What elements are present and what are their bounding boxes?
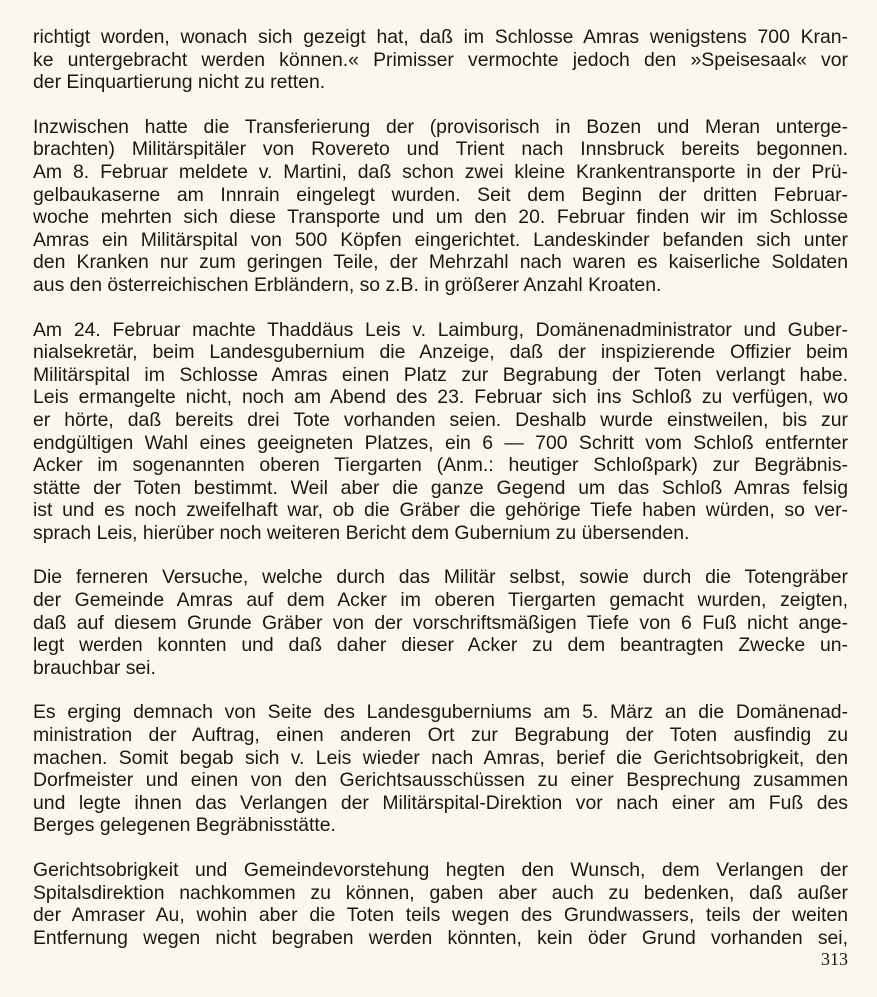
text-line: machen. Somit begab sich v. Leis wieder nach Amras, berief die Gerichtsobrigkeit, den bbox=[33, 746, 848, 769]
text-line: Acker im sogenannten oberen Tiergarten (Anm.: heutiger Schloßpark) zur Begräbnis- bbox=[33, 454, 848, 477]
text-line: aus den österreichischen Erbländern, so z.B. in größerer Anzahl Kroaten. bbox=[33, 273, 662, 296]
text-line: endgültigen Wahl eines geeigneten Platzes, ein 6 — 700 Schritt vom Schloß entfernter bbox=[33, 431, 848, 454]
text-line: richtigt worden, wonach sich gezeigt hat, daß im Schlosse Amras wenigstens 700 Kran- bbox=[33, 26, 848, 48]
text-line: Es erging demnach von Seite des Landesguberniums am 5. März an die Domänenad- bbox=[33, 701, 848, 724]
text-line: er hörte, daß bereits drei Tote vorhanden seien. Deshalb wurde einstweilen, bis zur bbox=[33, 408, 848, 431]
text-line: der Amraser Au, wohin aber die Toten teils wegen des Grundwassers, teils der weiten bbox=[33, 904, 848, 927]
paragraph-4 bbox=[33, 566, 848, 679]
page-number: 313 bbox=[821, 949, 848, 969]
text-line: brachten) Militärspitäler von Rovereto und Trient nach Innsbruck bereits begonnen. bbox=[33, 138, 848, 161]
paragraph-2 bbox=[33, 116, 848, 297]
text-line: Entfernung wegen nicht begraben werden könnten, kein öder Grund vorhanden sei, bbox=[33, 926, 848, 949]
paragraph-5 bbox=[33, 701, 848, 837]
text-line: gelbaukaserne am Innrain eingelegt wurden. Seit dem Beginn der dritten Februar- bbox=[33, 183, 848, 206]
text-line: Am 8. Februar meldete v. Martini, daß schon zwei kleine Krankentransporte in der Prü- bbox=[33, 160, 848, 183]
text-line: stätte der Toten bestimmt. Weil aber die ganze Gegend um das Schloß Amras felsig bbox=[33, 476, 848, 499]
paragraph-6 bbox=[33, 859, 848, 949]
text-line: Amras ein Militärspital von 500 Köpfen eingerichtet. Landeskinder befanden sich unter bbox=[33, 228, 848, 251]
text-line: Dorfmeister und einen von den Gerichtsausschüssen zu einer Besprechung zusammen bbox=[33, 769, 848, 792]
text-line: ke untergebracht werden können.« Primisser vermochte jedoch den »Speisesaal« vor bbox=[33, 48, 848, 71]
text-line: Militärspital im Schlosse Amras einen Platz zur Begrabung der Toten verlangt habe. bbox=[33, 363, 848, 386]
text-line: der Einquartierung nicht zu retten. bbox=[33, 71, 326, 94]
text-line: brauchbar sei. bbox=[33, 656, 156, 679]
text-line: Berges gelegenen Begräbnisstätte. bbox=[33, 814, 336, 837]
text-line: legt werden konnten und daß daher dieser Acker zu dem beantragten Zwecke un- bbox=[33, 634, 848, 657]
text-line: ministration der Auftrag, einen anderen Ort zur Begrabung der Toten ausfindig zu bbox=[33, 724, 848, 747]
text-line: woche mehrten sich diese Transporte und um den 20. Februar finden wir im Schlosse bbox=[33, 206, 848, 229]
text-line: Inzwischen hatte die Transferierung der (provisorisch in Bozen und Meran unterge- bbox=[33, 115, 848, 138]
text-line: sprach Leis, hierüber noch weiteren Bericht dem Gubernium zu übersenden. bbox=[33, 521, 690, 544]
paragraph-1 bbox=[33, 26, 848, 94]
text-line: Spitalsdirektion nachkommen zu können, gaben aber auch zu bedenken, daß außer bbox=[33, 881, 848, 904]
text-line: ist und es noch zweifelhaft war, ob die Gräber die gehörige Tiefe haben würden, so ver- bbox=[33, 499, 848, 522]
text-line: Gerichtsobrigkeit und Gemeindevorstehung hegten den Wunsch, dem Verlangen der bbox=[33, 859, 848, 881]
text-line: Leis ermangelte nicht, noch am Abend des 23. Februar sich ins Schloß zu verfügen, wo bbox=[33, 386, 848, 409]
text-line: den Kranken nur zum geringen Teile, der Mehrzahl nach waren es kaiserliche Soldaten bbox=[33, 251, 848, 274]
text-line: der Gemeinde Amras auf dem Acker im oberen Tiergarten gemacht wurden, zeigten, bbox=[33, 589, 848, 612]
text-line: nialsekretär, beim Landesgubernium die Anzeige, daß der inspizierende Offizier beim bbox=[33, 341, 848, 364]
text-line: Am 24. Februar machte Thaddäus Leis v. Laimburg, Domänenadministrator und Guber- bbox=[33, 318, 848, 341]
document-page bbox=[33, 26, 848, 971]
paragraph-3 bbox=[33, 319, 848, 545]
text-line: und legte ihnen das Verlangen der Militärspital-Direktion vor nach einer am Fuß des bbox=[33, 791, 848, 814]
text-line: Die ferneren Versuche, welche durch das Militär selbst, sowie durch die Totengräber bbox=[33, 566, 848, 589]
text-line: daß auf diesem Grunde Gräber von der vorschriftsmäßigen Tiefe von 6 Fuß nicht ange- bbox=[33, 611, 848, 634]
